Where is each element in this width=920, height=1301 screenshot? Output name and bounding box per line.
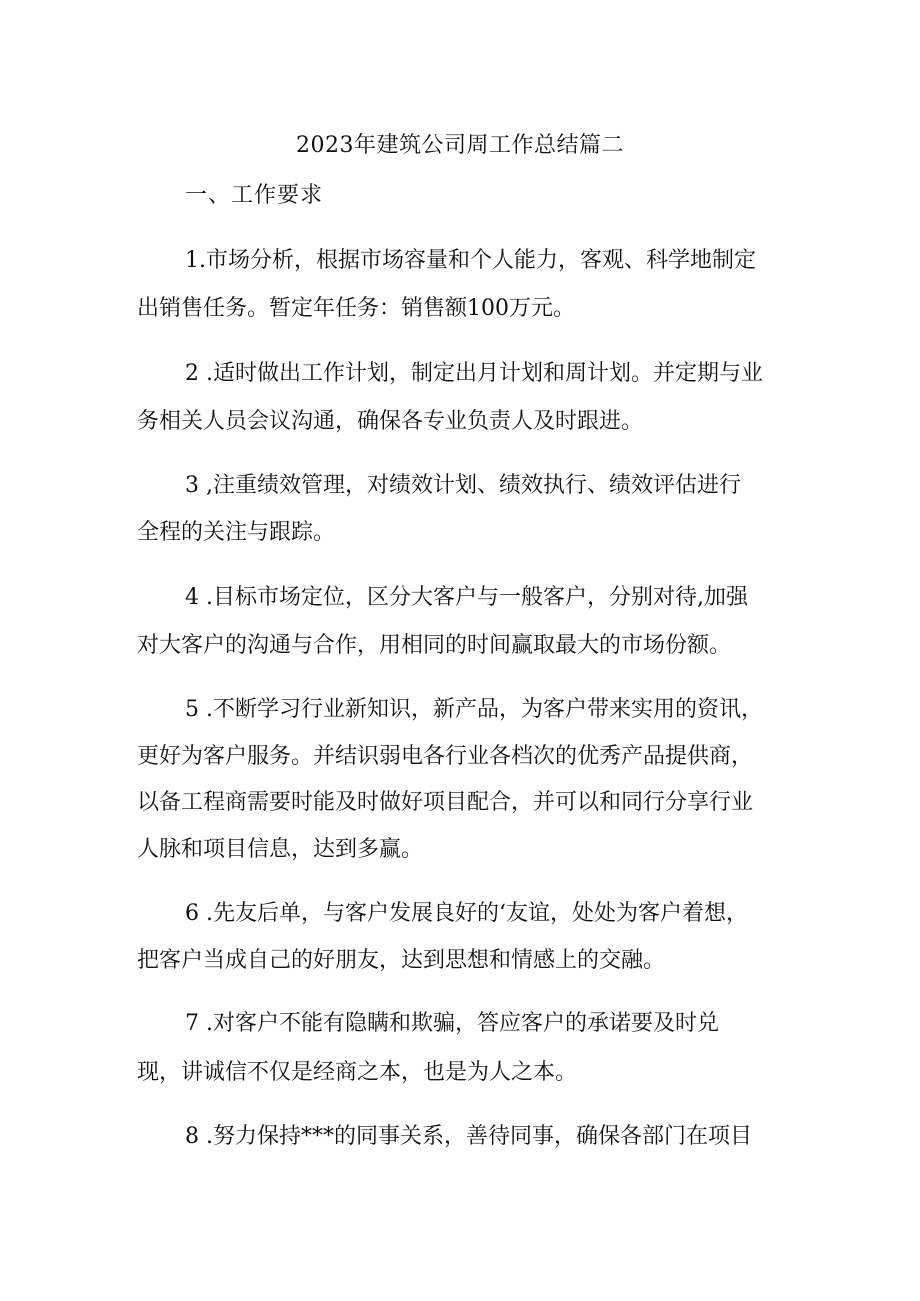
paragraph-line: 8 .努力保持***的同事关系，善待同事，确保各部门在项目: [185, 1124, 752, 1149]
paragraph-line: 对大客户的沟通与合作，用相同的时间赢取最大的市场份额。: [137, 633, 732, 658]
paragraph-line: 人脉和项目信息，达到多赢。: [137, 837, 424, 862]
paragraph-line: 把客户当成自己的好朋友，达到思想和情感上的交融。: [137, 948, 666, 973]
paragraph-line: 出销售任务。暂定年任务：销售额100万元。: [137, 296, 575, 321]
paragraph-line: 现，讲诚信不仅是经商之本，也是为人之本。: [137, 1060, 578, 1085]
paragraph-line: 1.市场分析，根据市场容量和个人能力，客观、科学地制定: [185, 248, 756, 273]
document-title: 2023年建筑公司周工作总结篇二: [296, 133, 624, 158]
paragraph-line: 2 .适时做出工作计划，制定出月计划和周计划。并定期与业: [185, 361, 763, 386]
paragraph-line: 务相关人员会议沟通，确保各专业负责人及时跟进。: [137, 409, 644, 434]
paragraph-line: 全程的关注与跟踪。: [137, 520, 336, 545]
paragraph-line: 5 .不断学习行业新知识，新产品，为客户带来实用的资讯，: [185, 697, 763, 722]
paragraph-line: 更好为客户服务。并结识弱电各行业各档次的优秀产品提供商，: [137, 744, 754, 769]
paragraph-line: 6 .先友后单，与客户发展良好的‘友谊，处处为客户着想，: [185, 901, 748, 926]
paragraph-line: 以备工程商需要时能及时做好项目配合，并可以和同行分享行业: [137, 790, 754, 815]
section-heading: 一、工作要求: [185, 183, 324, 208]
paragraph-line: 7 .对客户不能有隐瞒和欺骗，答应客户的承诺要及时兑: [185, 1011, 719, 1036]
paragraph-line: 4 .目标市场定位，区分大客户与一般客户，分别对待,加强: [185, 585, 748, 610]
paragraph-line: 3 ,注重绩效管理，对绩效计划、绩效执行、绩效评估进行: [185, 473, 741, 498]
